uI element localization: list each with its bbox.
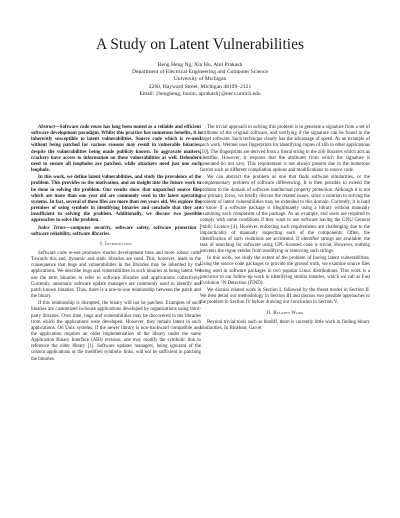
section-heading-introduction: I. Introduction — [100, 241, 132, 247]
body-paragraph-5: Beyond trivial tools such as bindiff, there is currently little work in finding binary similarities. In BinHunt, Gao et — [200, 319, 370, 331]
intro-paragraph-2: If this relationship is disrupted, the binary will not be patched. Examples of such binaries are customized in-house applications developed by organizations using third-party libraries. Over time, bugs and vulnerabilities may be discovered in the libraries from which the applications were developed. However, they remain latent in such applications. On Unix systems, if the newer library is non-backward compatible and the application requires an older implementation of the library under the same Application Binary Interface (ABI) revision, one may modify the symbolic link to reference the older library [1]. Software updates managers, being ignorant of the custom applications or the modified symbolic links, will not be sufficient in patching the binaries. — [31, 301, 201, 362]
author-email: Email: {bengheng, huxin, aprakash}@eecs.umich.edu — [139, 90, 261, 97]
paper-title: A Study on Latent Vulnerabilities — [95, 36, 304, 53]
left-column — [31, 125, 201, 364]
intro-paragraph-1: Software code re-use promotes shorter development time and more robust code. Towards this end, dynamic and static libraries are used. This, however, leads to the consequence that bugs and vulnerabilities in the libraries may be inherited by the applications. We describe bugs and vulnerabilities in such binaries as being latent. We use the term binaries to refer to software libraries and applications collectively. Currently, automatic software update managers are commonly used to identify and patch known binaries. Thus, there is a one-to-one relationship between the patch and the binary. — [31, 250, 201, 300]
right-column — [200, 125, 370, 333]
author-university: University of Michigan — [173, 76, 227, 83]
author-block — [0, 62, 400, 98]
index-terms-label: Index Terms — [38, 225, 66, 231]
abstract — [31, 125, 201, 174]
body-paragraph-3: In this work, we study the extent of the problem of having latent vulnerabilities. Using the source code packages to provide the ground truth, we examine source files being used in software packages in two popular Linux distributions. This work is a precursor to our follow-up work in identifying similar binaries, which we call as Fast Evolution ^N Detection (FIND). — [200, 256, 370, 286]
abstract-paragraph-2: In this work, we define latent vulnerabilities, and study the prevalence of the problem. This provides us the motivation, and an insight into the future work to be done in solving the problem. Our results show that unpatched source files which are more than one year old are commonly used in the latest operating systems. In fact, several of these files are more than ten years old. We explore the premises of using symbols in identifying binaries and conclude that they are insufficient in solving the problem. Additionally, we discuss two possible approaches to solve the problem. — [31, 175, 201, 224]
index-terms-text: —computer security, software safety, software protection , software reliability, software libraries. — [31, 225, 201, 237]
author-names: Beng Heng Ng, Xin Hu, Atul Prakash — [157, 62, 243, 68]
abstract-text: Software code reuse has long been touted as a reliable and efficient software development paradigm. Whilst this practice has numerous benefits, it is inherently susceptible to latent vulnerabilities. Source code which is re-used without being patched for various reasons may result in vulnerable binaries, despite the vulnerabilities being made publicly known. To aggravate matters, crackers have access to information on these vulnerabilities as well. Defenders need to ensure all loopholes are patched, while attackers need just one such loophole. — [31, 125, 201, 174]
author-department: Department of Electrical Engineering and Computer Science — [131, 69, 269, 76]
body-paragraph-2: We can abstract the problem as one that finds software similarities, or the complementary problem of software differencing. It is then possible to extend the problem to the domain of software intellectual property protection. Although it is not our primary focus, we briefly discuss the related issues, since a solution to solving the problem of latent vulnerabilities may be extended to this domain. Currently, it is hard to know if a software package is illegitimately using a library without manually examining each component of the package. As an example, end users are required to comply with some conditions if they want to use software having the GNU General Public Licence [4]. However, enforcing such requirements are challenging due to the impracticality of manually inspecting each of the components. Often, the identification of such violations are accidental. If identifier strings are available, the task of searching for software using GPL-licensed code is trivial. However, nothing prevents the rogue vendor from modifying or removing such strings. — [200, 175, 370, 255]
body-paragraph-4: We discuss related work in Section I, followed by the threat model in Section II. We then detail our methodology in Section III and discuss two possible approaches to the problem in Section IV before drawing our conclusion in Section V. — [200, 288, 370, 306]
abstract-label: Abstract— — [38, 125, 60, 130]
body-paragraph-1: The trivial approach to solving this problem is to generate a signature from a set of attributes of the original software, and verifying if the signature can be found in the target software. Such technique clearly has the advantage of speed. As an example of such work, Weimer uses fingerprints for identifying copies of zlib in other applications [10]. The fingerprints are derived from a literal string in the zlib libraries which acts as identifier. However, it requires that the attributes from which the signature is generated do not vary. This requirement is not always present due to the numerous factors such as different compilation options and modifications to source code. — [200, 125, 370, 174]
author-address: 2260, Hayward Street, Michigan 48109–2121 — [148, 83, 252, 90]
index-terms — [31, 226, 201, 238]
section-heading-related-work: II. Related Work — [266, 310, 304, 316]
